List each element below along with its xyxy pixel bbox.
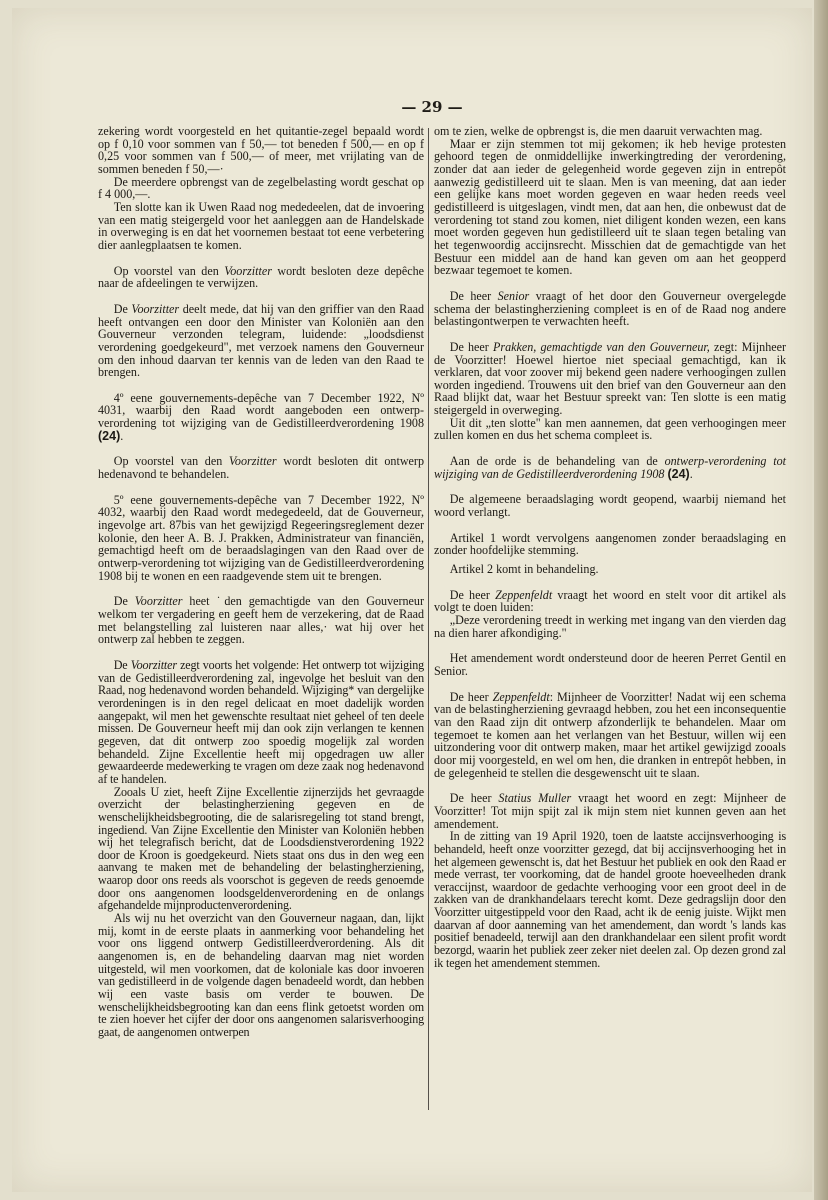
speaker-name: Voorzitter bbox=[224, 263, 272, 278]
paragraph: Artikel 2 komt in behandeling. bbox=[449, 562, 599, 577]
paragraph: Het amendement wordt ondersteund door de heeren Perret Gentil en Senior. bbox=[434, 651, 786, 678]
paragraph: Op voorstel van den Voorzitter wordt besloten deze depêche naar de afdeelingen te verwijzen. bbox=[98, 263, 425, 291]
paragraph: De algemeene beraadslaging wordt geopend, waarbij niemand het woord verlangt. bbox=[434, 492, 786, 520]
speaker-name: Zeppenfeldt bbox=[495, 587, 553, 602]
paragraph: Artikel 1 wordt vervolgens aangenomen zonder beraadslaging en zonder hoofdelijke stemming. bbox=[434, 530, 786, 558]
agenda-item-title: ontwerp-verordening tot wijziging van de Gedistilleerdverordening 1908 bbox=[434, 454, 787, 481]
paragraph: 4º eene gouvernements-depêche van 7 December 1922, Nº 4031, waarbij den Raad wordt aangeboden een ontwerp-verordening tot wijziging van de Gedistilleerdverordening 1908 (24). bbox=[98, 390, 424, 443]
speaker-name: Prakken, gemachtigde van den Gouverneur, bbox=[492, 339, 710, 354]
speaker-name: Senior bbox=[497, 288, 530, 303]
paragraph: Aan de orde is de behandeling van de ontwerp-verordening tot wijziging van de Gedistilleerdverordening 1908 (24). bbox=[434, 454, 787, 481]
page-number: — 29 — bbox=[401, 98, 463, 116]
paragraph: De Voorzitter zegt voorts het volgende: Het ontwerp tot wijziging van de Gedistilleerdverordening zal, ingevolge het besluit van den Raad, nog hedenavond worden behandeld. Wijziging* van dergelijke verordeningen is in den regel delicaat en moet dadelijk worden aangepakt, wil men het gewenschte resultaat niet geheel of ten deele missen. De Gouverneur heeft mij dan ook zijn verlangen te kennen gegeven, dat dit ontwerp zoo spoedig mogelijk zal worden behandeld. Zijne Excellentie heeft mij opgedragen uw aller gewaardeerde medewerking te vragen om deze zaak nog hedenavond af te handelen. bbox=[98, 657, 424, 786]
column-divider bbox=[428, 128, 429, 1110]
paragraph: De Voorzitter heet ˙den gemachtigde van den Gouverneur welkom ter vergadering en geeft hem de verzekering, dat de Raad met belangstelling zal luisteren naar alles,· wat hij over het ontwerp zal hebben te zeggen. bbox=[98, 594, 424, 647]
paragraph: 5º eene gouvernements-depêche van 7 December 1922, Nº 4032, waarbij den Raad wordt medegedeeld, dat de Gouverneur, ingevolge art. 87bis van het gewijzigd Regeeringsreglement dezer kolonie, den heer A. B. J. Prakken, Administrateur van financiën, gemachtigd heeft om de beraadslagingen van den Raad over de ontwerp-verordening tot wijziging van de Gedistilleerdverordening 1908 bij te wonen en een raadgevende stem uit te brengen. bbox=[98, 492, 424, 583]
paragraph: Als wij nu het overzicht van den Gouverneur nagaan, dan, lijkt mij, komt in de eerste plaats in aanmerking voor behandeling het voor ons liggend ontwerp Gedistilleerdverordening. Als dit aangenomen is, en de behandeling daarvan mag niet worden uitgesteld, wil men voorkomen, dat de koloniale kas door invoeren van gedistilleerd in de volgende dagen benadeeld wordt, dan hebben wij een vaste basis om verder te bouwen. De wenschelijkheidsbegrooting kan dan eens flink getoetst worden om te zien hoever het cijfer der door ons aangenomen salarisverhooging gaat, de aangenomen ontwerpen bbox=[98, 911, 424, 1039]
document-reference: (24) bbox=[667, 466, 690, 481]
paragraph: De heer Zeppenfeldt: Mijnheer de Voorzitter! Nadat wij een schema van de belastingherziening gevraagd hebben, zou het een inconsequentie van den Raad zijn dit ontwerp afzonderlijk te behandelen. Maar om tegemoet te komen aan het verlangen van het Bestuur, willen wij een uitzondering voor dit ontwerp maken, maar het artikel gewijzigd zooals door mij voorgesteld, en wel om hen, die dranken in entrepôt hebben, in de gelegenheid te stellen die desgewenscht uit te slaan. bbox=[434, 689, 786, 780]
speaker-name: Voorzitter bbox=[228, 454, 277, 469]
document-reference: (24) bbox=[98, 428, 121, 443]
speaker-name: Zeppenfeldt bbox=[492, 689, 550, 704]
speaker-name: Voorzitter bbox=[130, 657, 177, 672]
speaker-name: Voorzitter bbox=[131, 301, 180, 316]
paragraph: In de zitting van 19 April 1920, toen de laatste accijnsverhooging is behandeld, heeft onze voorzitter gezegd, dat bij accijnsverhooging het in het algemeen gewenscht is, dat het Bestuur het publiek en ook den Raad er mede verrast, ter voorkoming, dat de handel groote hoeveelheden drank veraccijnst, waardoor de gedachte verhooging voor een groot deel in de zakken van de drankhandelaars terecht komt. Deze gedragslijn door den Voorzitter uitgestippeld voor den Raad, acht ik de eenig juiste. Wijkt men daarvan af door aanneming van het amendement, dan wordt 's lands kas positief benadeeld, terwijl aan den drankhandelaar een silent profit wordt bezorgd, waarin het publiek zeer zeker niet deelen zal. Op dezen grond zal ik tegen het amendement stemmen. bbox=[434, 829, 786, 970]
paragraph: Maar er zijn stemmen tot mij gekomen; ik heb hevige protesten gehoord tegen de onmiddellijke inwerkingtreding der verordening, zonder dat aan ieder de gelegenheid worde gegeven zijn in entrepôt aanwezig gedistilleerd uit te slaan. Men is van meening, dat aan ieder een gelijke kans moet worden gegeven en waar heden reeds veel gedistilleerd is uitgeslagen, vindt men, dat aan hen, die onbewust dat de verordening tot stand zou komen, niet diligent konden wezen, een kans moet worden gegeven hun gedistilleerd uit te slaan tegen betaling van het tegenwoordig accijnsrecht. Misschien dat de gemachtigde van het Bestuur een middel aan de hand kan geven om aan het geopperd bezwaar tegemoet te komen. bbox=[434, 136, 786, 278]
paragraph: „Deze verordening treedt in werking met ingang van den vierden dag na dien harer afkondiging." bbox=[434, 613, 786, 640]
paragraph: De heer Zeppenfeldt vraagt het woord en stelt voor dit artikel als volgt te doen luiden: bbox=[434, 587, 786, 615]
document-page bbox=[12, 8, 812, 1192]
speaker-name: Statius Muller bbox=[498, 791, 572, 806]
paragraph: De heer Senior vraagt of het door den Gouverneur overgelegde schema der belastingherziening compleet is en of de Raad nog andere belastingontwerpen te verwachten heeft. bbox=[434, 288, 786, 329]
paragraph: Ten slotte kan ik Uwen Raad nog mededeelen, dat de invoering van een matig steigergeld voor het aanleggen aan de Handelskade in overweging is en dat het voornemen bestaat tot eene verbetering dier aanlegplaatsen te komen. bbox=[98, 199, 424, 252]
paragraph: De heer Prakken, gemachtigde van den Gouverneur, zegt: Mijnheer de Voorzitter! Hoewel hiertoe niet speciaal gemachtigd, kan ik verklaren, dat voor zoover mij bekend geen nadere verhoogingen zullen worden ingediend. Trouwens uit den brief van den Gouverneur aan den Raad blijkt dat, waar het Bestuur spreekt van: Ten slotte is een matig steigergeld in overweging. bbox=[434, 339, 787, 418]
paragraph: De heer Statius Muller vraagt het woord en zegt: Mijnheer de Voorzitter! Tot mijn spijt zal ik mijn stem niet kunnen geven aan het amendement. bbox=[434, 791, 786, 831]
right-column bbox=[434, 125, 786, 969]
paragraph: Zooals U ziet, heeft Zijne Excellentie zijnerzijds het gevraagde overzicht der belastingherziening gegeven en de wenschelijkheidsbegrooting, die de salarisregeling tot stand brengt, ingediend. Van Zijne Excellentie den Minister van Koloniën hebben wij het telegrafisch bericht, dat de Loodsdienstverordening 1922 door de Kroon is goedgekeurd. Niets staat ons dus in den weg een aanvang te maken met de behandeling der belastingherziening, waarop door ons reeds als voorschot is gegeven de reeds genoemde door ons aangenomen loodsgeldenverordening en de onlangs afgehandelde mijnproductenverordening. bbox=[98, 784, 424, 913]
paragraph: zekering wordt voorgesteld en het quitantie-zegel bepaald wordt op f 0,10 voor sommen van f 50,— tot beneden f 500,— en op f 0,25 voor sommen van f 500,— of meer, met vrijlating van de sommen beneden f 50,—· bbox=[98, 124, 424, 176]
left-column bbox=[98, 125, 424, 1039]
paragraph: om te zien, welke de opbrengst is, die men daaruit verwachten mag. bbox=[434, 124, 763, 138]
paragraph: Op voorstel van den Voorzitter wordt besloten dit ontwerp hedenavond te behandelen. bbox=[98, 454, 424, 482]
paragraph: Uit dit „ten slotte" kan men aannemen, dat geen verhoogingen meer zullen komen en dus het schema compleet is. bbox=[434, 415, 786, 443]
scan-edge bbox=[814, 0, 828, 1200]
speaker-name: Voorzitter bbox=[134, 594, 183, 609]
paragraph: De Voorzitter deelt mede, dat hij van den griffier van den Raad heeft ontvangen een door den Minister van Koloniën aan den Gouverneur verzonden telegram, luidende: „loodsdienst verordening goedgekeurd", met verzoek namens den Gouverneur om den inhoud daarvan ter kennis van de leden van den Raad te brengen. bbox=[98, 301, 425, 380]
paragraph: De meerdere opbrengst van de zegelbelasting wordt geschat op f 4 000,—. bbox=[98, 174, 424, 202]
